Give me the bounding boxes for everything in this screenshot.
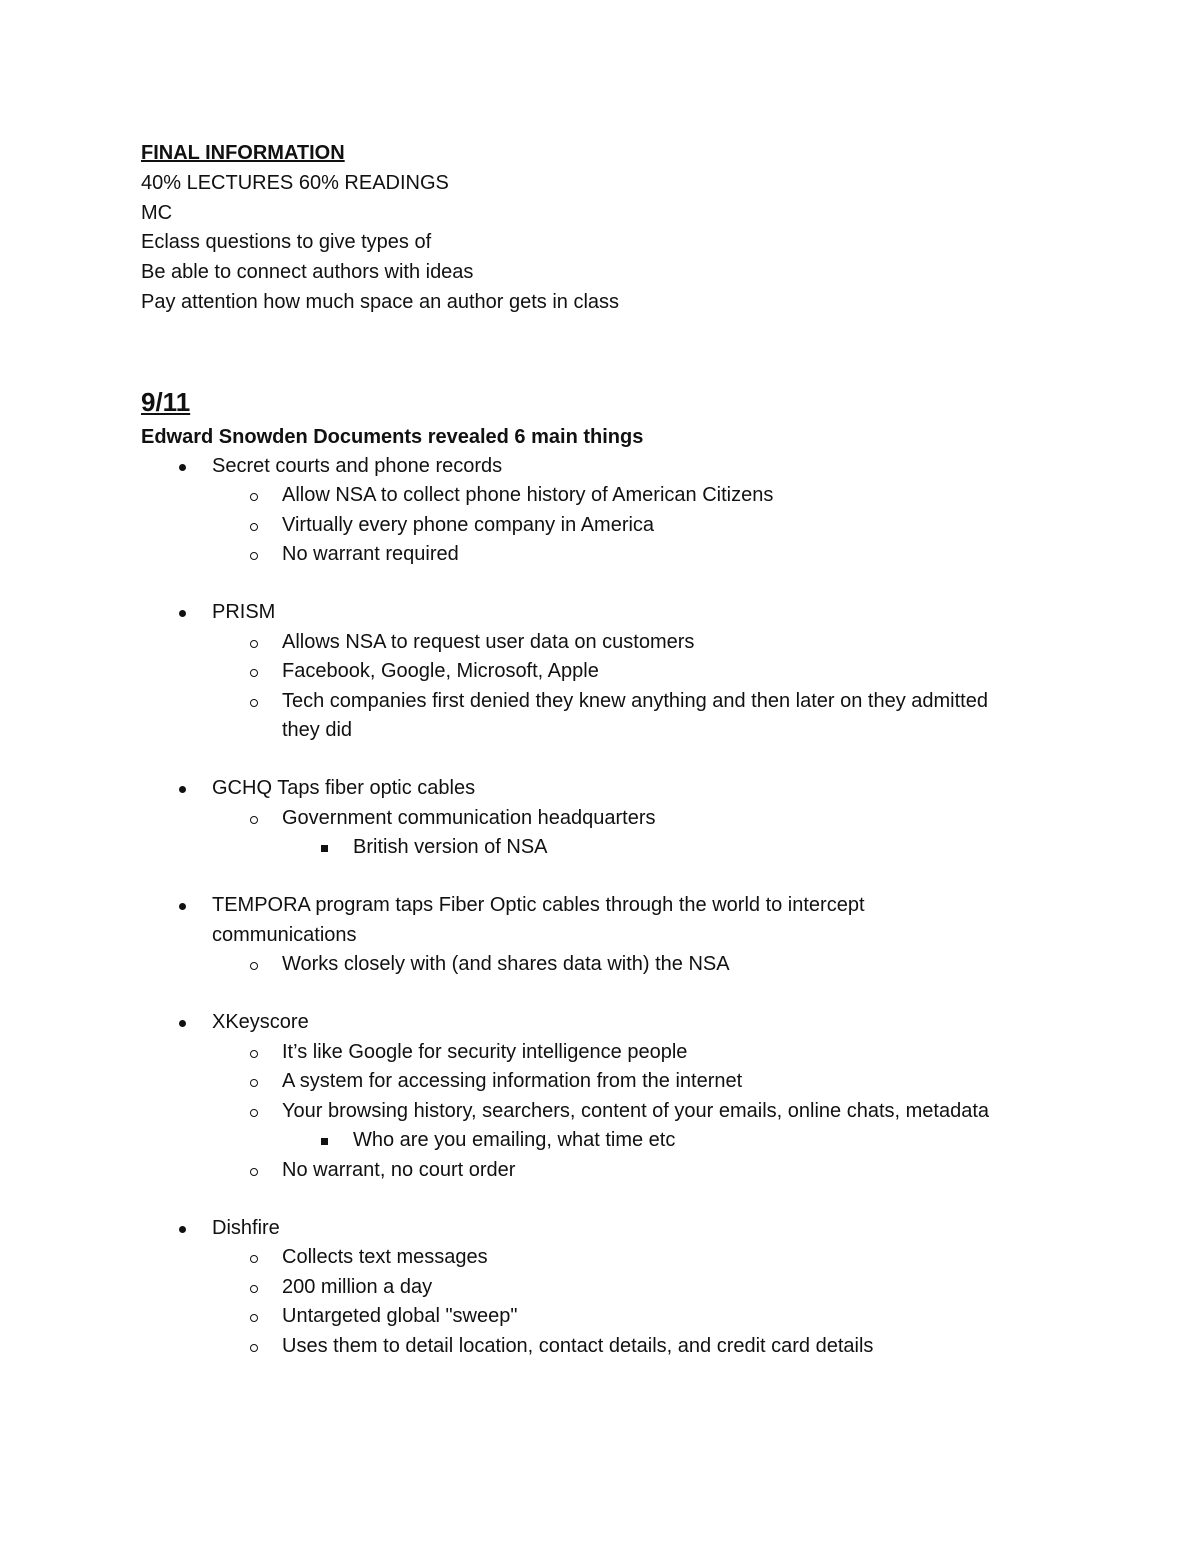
list-item — [141, 628, 1081, 658]
circle-bullet-icon — [250, 962, 258, 970]
final-info-line: Pay attention how much space an author gets in class — [141, 290, 620, 313]
main-things-list — [141, 452, 1081, 1362]
list-group — [141, 1214, 1081, 1362]
list-group — [141, 598, 1081, 746]
circle-bullet-icon — [250, 669, 258, 677]
list-group — [141, 774, 1081, 863]
list-item-text: No warrant, no court order — [282, 1158, 516, 1181]
circle-bullet-icon — [250, 493, 258, 501]
list-item-continuation — [141, 921, 1081, 951]
list-item-text: Facebook, Google, Microsoft, Apple — [282, 660, 599, 683]
list-item-text: TEMPORA program taps Fiber Optic cables through the world to intercept — [212, 894, 865, 917]
list-item — [141, 511, 1081, 541]
list-group — [141, 452, 1081, 570]
list-item-text: Virtually every phone company in America — [282, 513, 655, 536]
list-group — [141, 891, 1081, 980]
circle-bullet-icon — [250, 523, 258, 531]
circle-bullet-icon — [250, 1344, 258, 1352]
list-item — [141, 657, 1081, 687]
square-bullet-icon — [321, 845, 328, 852]
list-item-text: communications — [212, 923, 357, 946]
list-item-continuation — [141, 716, 1081, 746]
list-item — [141, 1156, 1081, 1186]
final-info-line: Eclass questions to give types of — [141, 231, 432, 254]
list-item-text: 200 million a day — [282, 1275, 433, 1298]
list-item-text: Allows NSA to request user data on customers — [282, 630, 695, 653]
list-item-text: Government communication headquarters — [282, 806, 656, 829]
list-item-text: Your browsing history, searchers, content of your emails, online chats, metadata — [282, 1099, 990, 1122]
list-item — [141, 1332, 1081, 1362]
circle-bullet-icon — [250, 699, 258, 707]
list-item — [141, 540, 1081, 570]
list-item-text: No warrant required — [282, 543, 459, 566]
circle-bullet-icon — [250, 552, 258, 560]
list-item — [141, 833, 1081, 863]
list-item — [141, 774, 1081, 804]
list-item — [141, 1008, 1081, 1038]
list-item-text: Who are you emailing, what time etc — [353, 1129, 676, 1152]
list-item-text: XKeyscore — [212, 1011, 309, 1034]
document-page — [141, 138, 1081, 1390]
disc-bullet-icon — [179, 903, 186, 910]
list-item-text: PRISM — [212, 601, 276, 624]
disc-bullet-icon — [179, 610, 186, 617]
list-item — [141, 1302, 1081, 1332]
list-item — [141, 1038, 1081, 1068]
date-heading: 9/11 — [141, 386, 191, 417]
list-item — [141, 1097, 1081, 1127]
circle-bullet-icon — [250, 1285, 258, 1293]
list-item-text: A system for accessing information from the internet — [282, 1070, 743, 1093]
circle-bullet-icon — [250, 1255, 258, 1263]
list-item — [141, 481, 1081, 511]
list-item-text: It’s like Google for security intelligence people — [282, 1040, 688, 1063]
list-item-text: Tech companies first denied they knew anything and then later on they admitted — [282, 689, 988, 712]
list-item — [141, 1067, 1081, 1097]
circle-bullet-icon — [250, 1079, 258, 1087]
circle-bullet-icon — [250, 1050, 258, 1058]
list-item-text: Uses them to detail location, contact details, and credit card details — [282, 1334, 874, 1357]
list-item — [141, 687, 1081, 717]
list-item-text: British version of NSA — [353, 836, 548, 859]
list-item — [141, 1214, 1081, 1244]
circle-bullet-icon — [250, 1109, 258, 1117]
list-item-text: Collects text messages — [282, 1246, 488, 1269]
list-item-text: Allow NSA to collect phone history of American Citizens — [282, 484, 774, 507]
final-info-line: MC — [141, 201, 173, 224]
disc-bullet-icon — [179, 1226, 186, 1233]
circle-bullet-icon — [250, 640, 258, 648]
list-item — [141, 1126, 1081, 1156]
list-item-text: Untargeted global "sweep" — [282, 1305, 518, 1328]
list-item — [141, 950, 1081, 980]
circle-bullet-icon — [250, 816, 258, 824]
list-item-text: Works closely with (and shares data with) the NSA — [282, 953, 730, 976]
disc-bullet-icon — [179, 1020, 186, 1027]
list-group — [141, 1008, 1081, 1185]
list-item-text: GCHQ Taps fiber optic cables — [212, 777, 476, 800]
list-item — [141, 891, 1081, 921]
section-subheading: Edward Snowden Documents revealed 6 main things — [141, 425, 644, 448]
list-item — [141, 804, 1081, 834]
disc-bullet-icon — [179, 786, 186, 793]
final-info-line: 40% LECTURES 60% READINGS — [141, 172, 449, 194]
list-item-text: they did — [282, 719, 353, 742]
square-bullet-icon — [321, 1138, 328, 1145]
list-item — [141, 1273, 1081, 1303]
list-item — [141, 1243, 1081, 1273]
final-information-title: FINAL INFORMATION — [141, 142, 345, 164]
list-item-text: Secret courts and phone records — [212, 454, 503, 477]
final-info-line: Be able to connect authors with ideas — [141, 261, 474, 284]
disc-bullet-icon — [179, 464, 186, 471]
list-item-text: Dishfire — [212, 1216, 280, 1239]
list-item — [141, 598, 1081, 628]
list-item — [141, 452, 1081, 482]
circle-bullet-icon — [250, 1168, 258, 1176]
circle-bullet-icon — [250, 1314, 258, 1322]
